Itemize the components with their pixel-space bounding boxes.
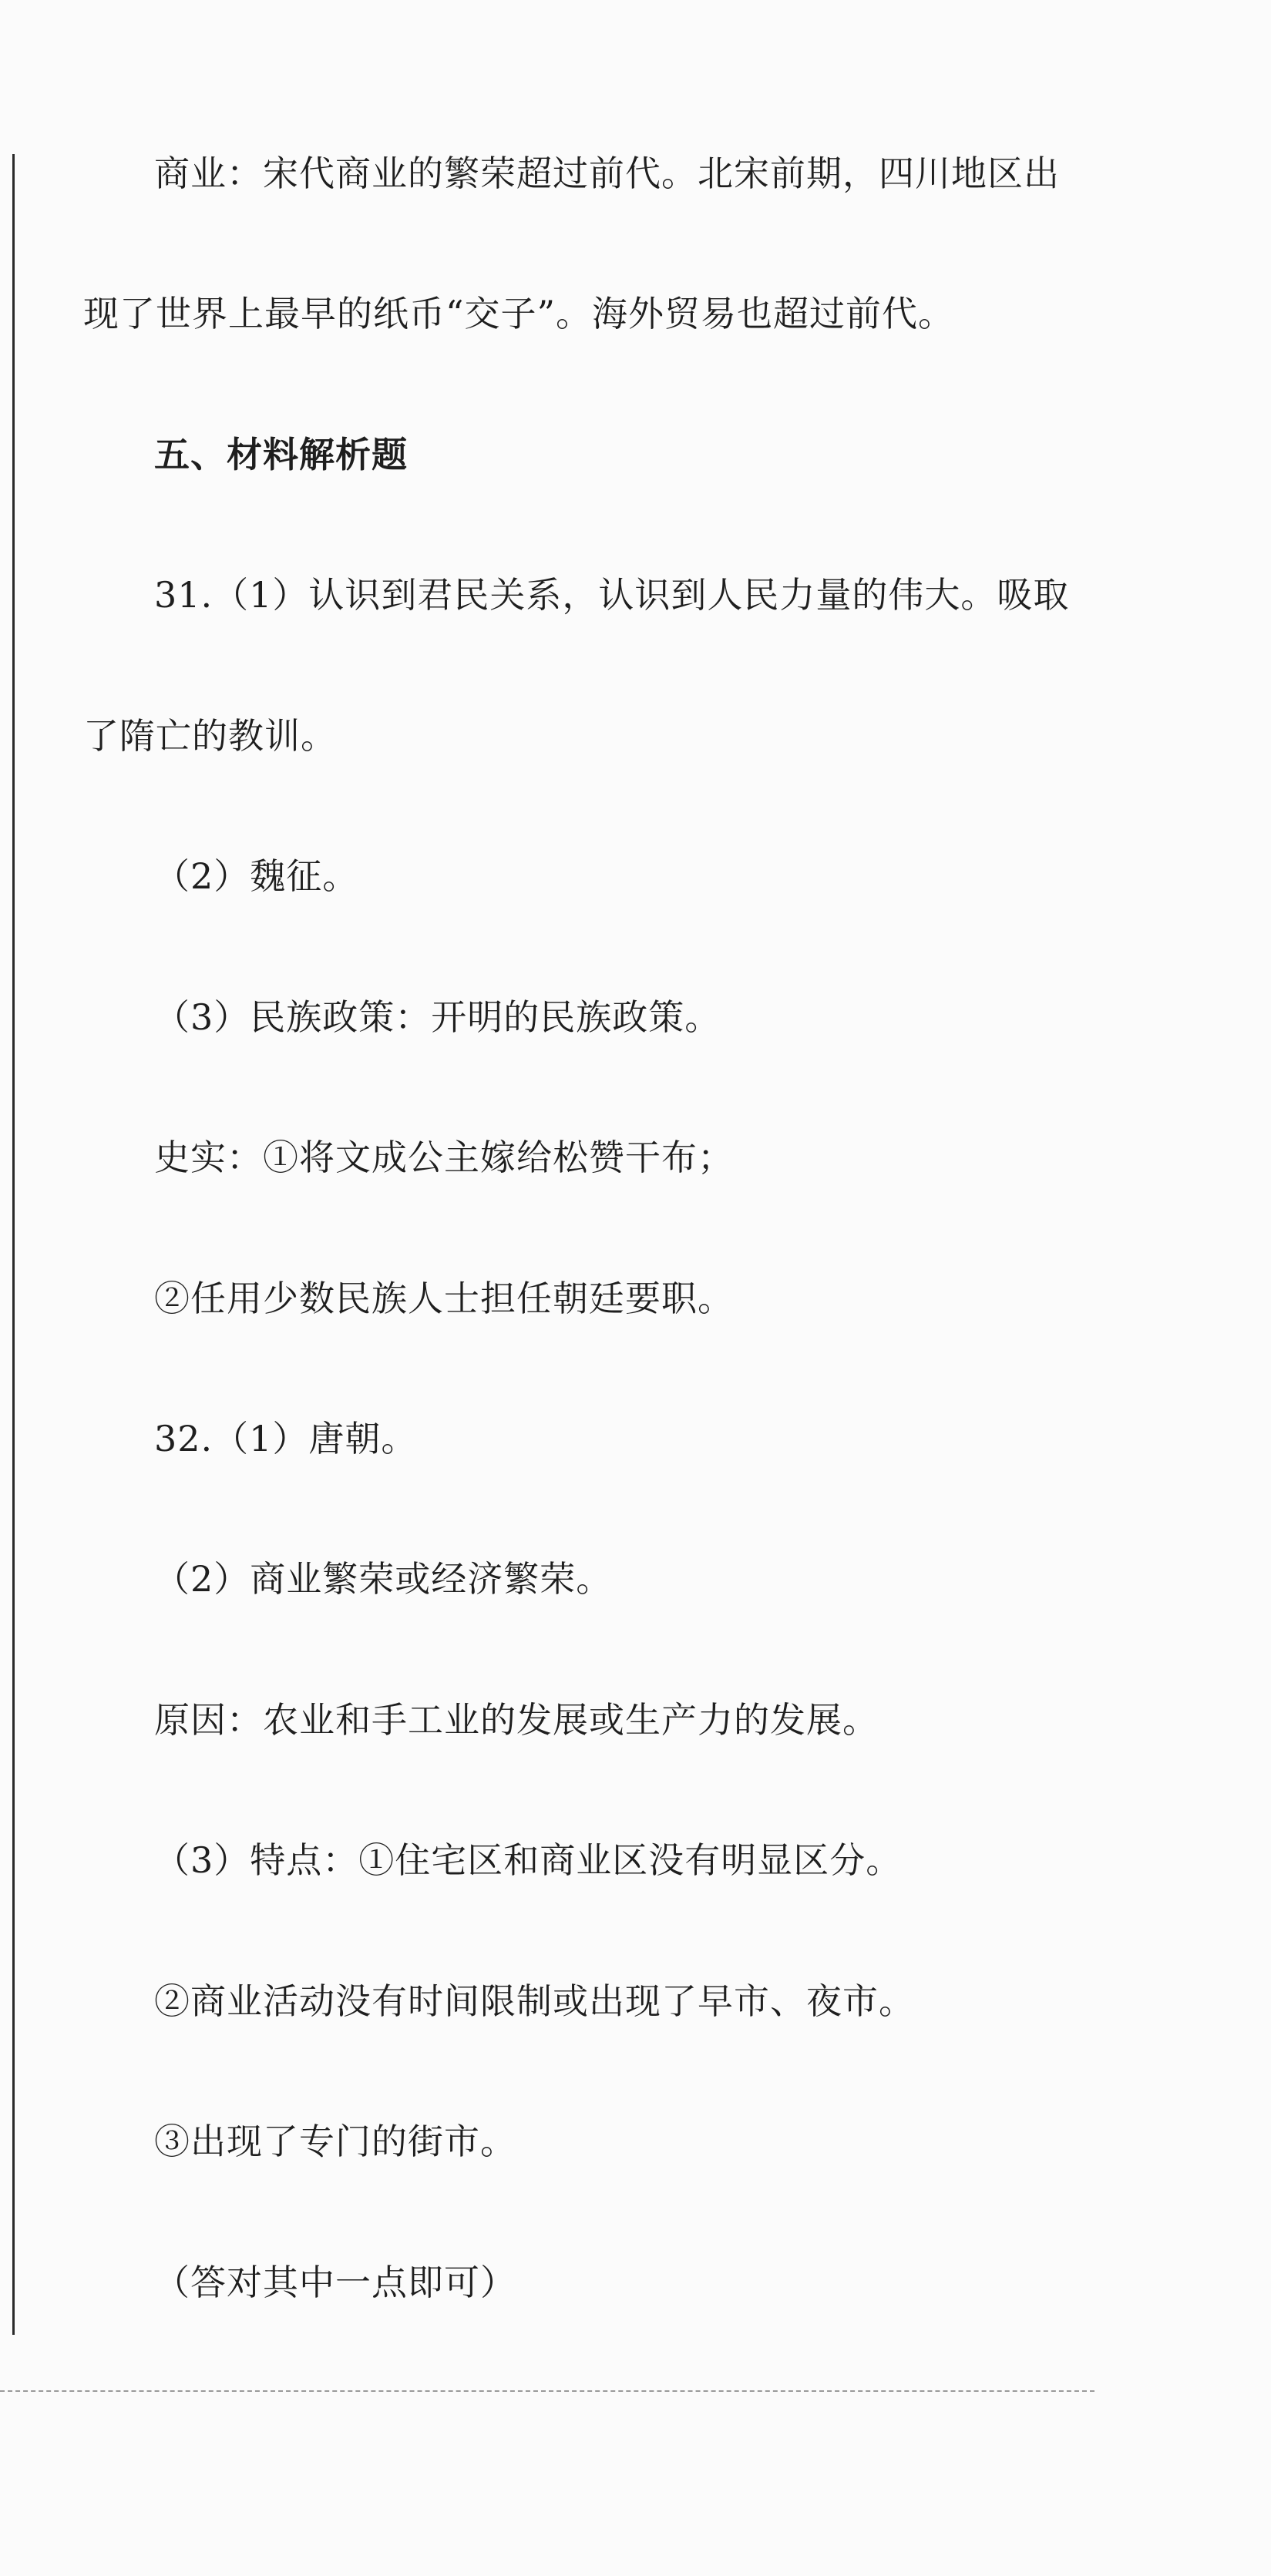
q32-part2: （2）商业繁荣或经济繁荣。 bbox=[154, 1558, 613, 1600]
page-end-dashed-rule bbox=[0, 2390, 1094, 2392]
q31-part2: （2）魏征。 bbox=[154, 855, 359, 897]
section-heading: 五、材料解析题 bbox=[154, 434, 408, 475]
q32-reason: 原因：农业和手工业的发展或生产力的发展。 bbox=[154, 1699, 879, 1741]
q32-part3-feature-1: （3）特点：①住宅区和商业区没有明显区分。 bbox=[154, 1839, 903, 1881]
paragraph-commerce-line-1: 商业：宋代商业的繁荣超过前代。北宋前期，四川地区出 bbox=[154, 153, 1060, 194]
q31-part3: （3）民族政策：开明的民族政策。 bbox=[154, 996, 721, 1038]
paragraph-commerce-line-2: 现了世界上最早的纸币“交子”。海外贸易也超过前代。 bbox=[83, 293, 955, 334]
answer-note: （答对其中一点即可） bbox=[154, 2262, 516, 2303]
q32-part3-feature-3: ③出现了专门的街市。 bbox=[154, 2121, 516, 2162]
q31-part1-line-2: 了隋亡的教训。 bbox=[83, 715, 337, 757]
q31-facts-1: 史实：①将文成公主嫁给松赞干布； bbox=[154, 1137, 734, 1178]
left-margin-rule bbox=[12, 154, 15, 2335]
q31-part1-line-1: 31.（1）认识到君民关系，认识到人民力量的伟大。吸取 bbox=[154, 574, 1070, 616]
q31-facts-2: ②任用少数民族人士担任朝廷要职。 bbox=[154, 1278, 734, 1319]
q32-part1: 32.（1）唐朝。 bbox=[154, 1418, 418, 1459]
q32-part3-feature-2: ②商业活动没有时间限制或出现了早市、夜市。 bbox=[154, 1980, 915, 2022]
